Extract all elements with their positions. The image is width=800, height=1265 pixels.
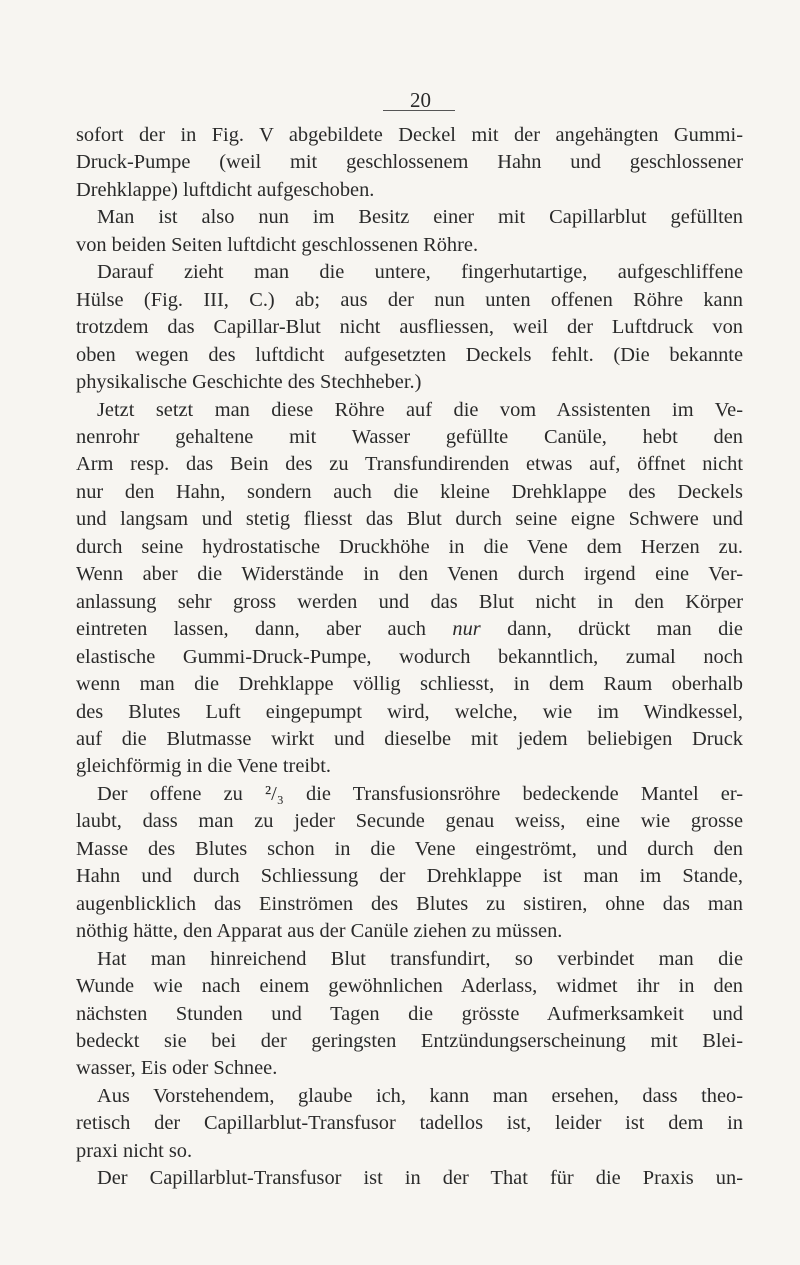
- page-number: 20: [410, 88, 431, 112]
- text-line: [76, 616, 743, 643]
- text-line: nur den Hahn, sondern auch die kleine Drehklappe des Deckels: [76, 480, 743, 503]
- text-line: praxi nicht so.: [76, 1139, 193, 1162]
- text-line: Man ist also nun im Besitz einer mit Capillarblut gefüllten: [97, 206, 743, 229]
- text-segment: dann, drückt man die: [507, 618, 743, 641]
- text-line: laubt, dass man zu jeder Secunde genau weiss, eine wie grosse: [76, 810, 743, 833]
- text-line: und langsam und stetig fliesst das Blut durch seine eigne Schwere und: [76, 508, 743, 531]
- text-line: sofort der in Fig. V abgebildete Deckel mit der angehängten Gummi-: [76, 124, 743, 146]
- text-line: nöthig hätte, den Apparat aus der Canüle ziehen zu müssen.: [76, 920, 563, 943]
- text-line: bedeckt sie bei der geringsten Entzündungserscheinung mit Blei-: [76, 1029, 743, 1052]
- text-line: anlassung sehr gross werden und das Blut nicht in den Körper: [76, 590, 743, 613]
- text-line: augenblicklich das Einströmen des Blutes zu sistiren, ohne das man: [76, 892, 743, 915]
- text-line: Aus Vorstehendem, glaube ich, kann man ersehen, dass theo-: [97, 1084, 743, 1107]
- text-line: elastische Gummi-Druck-Pumpe, wodurch bekanntlich, zumal noch: [76, 645, 743, 668]
- text-line: oben wegen des luftdicht aufgesetzten Deckels fehlt. (Die bekannte: [76, 343, 743, 366]
- text-line: Druck-Pumpe (weil mit geschlossenem Hahn und geschlossener: [76, 151, 743, 174]
- text-line: Hülse (Fig. III, C.) ab; aus der nun unten offenen Röhre kann: [76, 288, 743, 311]
- text-line: trotzdem das Capillar-Blut nicht ausfliessen, weil der Luftdruck von: [76, 316, 743, 339]
- text-line: retisch der Capillarblut-Transfusor tadellos ist, leider ist dem in: [76, 1112, 743, 1135]
- text-line: Masse des Blutes schon in die Vene eingeströmt, und durch den: [76, 837, 743, 860]
- text-line: wasser, Eis oder Schnee.: [76, 1057, 278, 1080]
- text-line: nenrohr gehaltene mit Wasser gefüllte Canüle, hebt den: [76, 425, 743, 448]
- emphasis-text: nur: [452, 618, 481, 641]
- text-line: wenn man die Drehklappe völlig schliesst, in dem Raum oberhalb: [76, 673, 743, 696]
- text-line: Arm resp. das Bein des zu Transfundirenden etwas auf, öffnet nicht: [76, 453, 743, 476]
- text-line: des Blutes Luft eingepumpt wird, welche, wie im Windkessel,: [76, 700, 743, 723]
- text-line: Drehklappe) luftdicht aufgeschoben.: [76, 178, 375, 201]
- text-line: Hat man hinreichend Blut transfundirt, so verbindet man die: [97, 947, 743, 970]
- text-line: durch seine hydrostatische Druckhöhe in die Vene dem Herzen zu.: [76, 535, 743, 558]
- text-line: auf die Blutmasse wirkt und dieselbe mit jedem beliebigen Druck: [76, 727, 743, 750]
- text-line: Wunde wie nach einem gewöhnlichen Aderlass, widmet ihr in den: [76, 975, 743, 998]
- text-line: physikalische Geschichte des Stechheber.): [76, 371, 422, 394]
- text-line: Der offene zu ²/₃ die Transfusionsröhre bedeckende Mantel er-: [97, 782, 743, 805]
- text-line: Der Capillarblut-Transfusor ist in der That für die Praxis un-: [97, 1167, 743, 1190]
- text-line: nächsten Stunden und Tagen die grösste Aufmerksamkeit und: [76, 1002, 743, 1025]
- text-line: von beiden Seiten luftdicht geschlossenen Röhre.: [76, 233, 479, 256]
- body-text: [76, 122, 743, 1193]
- text-line: Darauf zieht man die untere, fingerhutartige, aufgeschliffene: [97, 261, 743, 284]
- page-number-rule: [383, 110, 455, 111]
- text-segment: eintreten lassen, dann, aber auch: [76, 618, 427, 641]
- text-line: Wenn aber die Widerstände in den Venen durch irgend eine Ver-: [76, 563, 743, 586]
- text-line: Hahn und durch Schliessung der Drehklappe ist man im Stande,: [76, 865, 743, 888]
- text-line: gleichförmig in die Vene treibt.: [76, 755, 332, 778]
- text-line: Jetzt setzt man diese Röhre auf die vom Assistenten im Ve-: [97, 398, 743, 421]
